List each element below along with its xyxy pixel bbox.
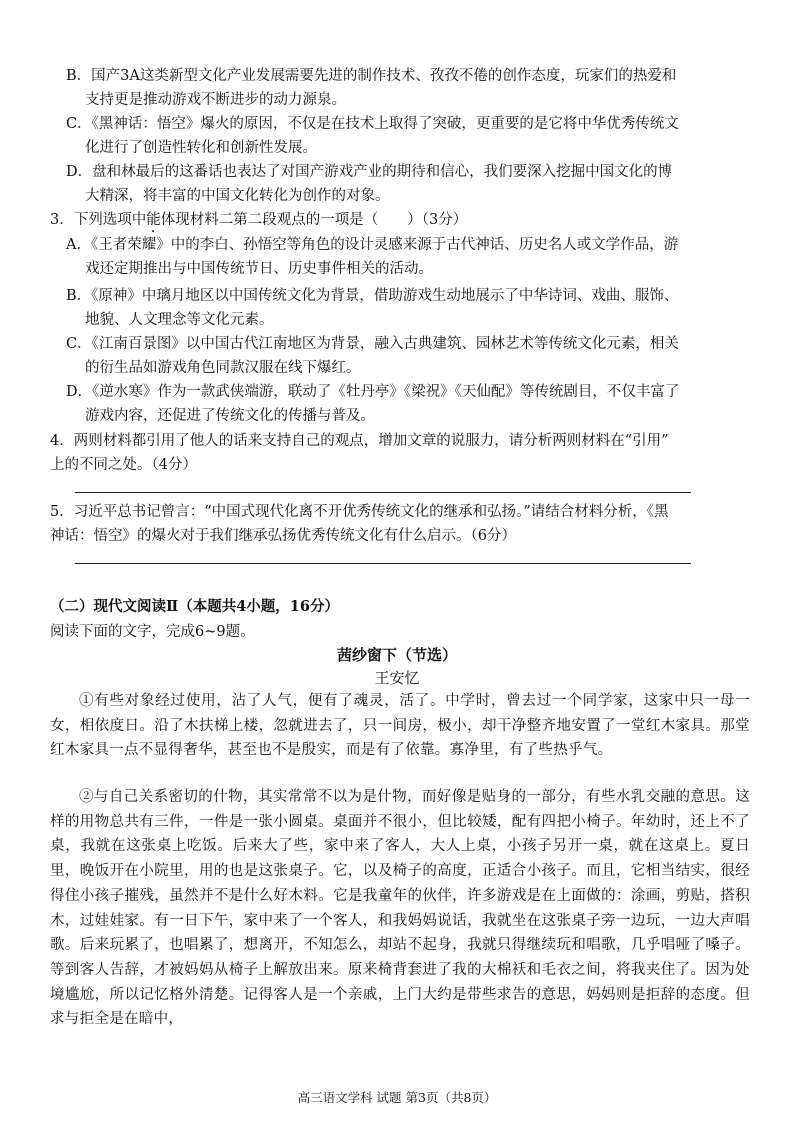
option-line: C．《黑神话：悟空》爆火的原因，不仅是在技术上取得了突破，更重要的是它将中华优秀传统文 (66, 116, 679, 132)
option-line: 游戏内容，还促进了传统文化的传播与普及。 (85, 408, 375, 424)
option-line: B．《原神》中璃月地区以中国传统文化为背景，借助游戏生动地展示了中华诗词、戏曲、服饰、 (66, 288, 679, 304)
passage-title: 茜纱窗下（节选） (336, 646, 457, 664)
q3-stem-a: 3．下列选项中 (50, 212, 147, 228)
option-line: B．国产3A这类新型文化产业发展需要先进的制作技术、孜孜不倦的创作态度，玩家们的热爱和 (66, 68, 677, 84)
page-footer: 高三语文学科 试题 第3页（共8页） (297, 1090, 497, 1105)
option-line: 支持更是推动游戏不断进步的动力源泉。 (85, 92, 346, 108)
q5-line: 神话：悟空》的爆火对于我们继承弘扬优秀传统文化有什么启示。（6分） (50, 528, 516, 544)
q4-line: 4．两则材料都引用了他人的话来支持自己的观点，增加文章的说服力，请分析两则材料在“引用” (50, 433, 669, 449)
passage-paragraph-1: ①有些对象经过使用，沾了人气，便有了魂灵，活了。中学时，曾去过一个同学家，这家中只一母一女，相依度日。沿了木扶梯上楼，忽就进去了，只一间房，极小，却干净整齐地安置了一堂红木家具。那堂红木家具一点不显得奢华，甚至也不是殷实，而是有了依靠。寡净里，有了些热乎气。 (50, 693, 750, 759)
option-line: C．《江南百景图》以中国古代江南地区为背景，融入古典建筑、园林艺术等传统文化元素，相关 (66, 336, 679, 352)
q5-line: 5．习近平总书记曾言：“中国式现代化离不开优秀传统文化的继承和弘扬。”请结合材料分析，《黑 (50, 504, 669, 520)
option-line: 的衍生品如游戏角色同款汉服在线下爆红。 (85, 360, 361, 376)
option-line: 地貌、人文理念等文化元素。 (85, 312, 274, 328)
q3-stem-emphasis: 能 (146, 212, 161, 228)
q3-stem-b: 体现材料二第二段观点的一项是（ ）（3分） (160, 212, 468, 228)
option-line: 大精深，将丰富的中国文化转化为创作的对象。 (85, 188, 390, 204)
section-heading: （二）现代文阅读Ⅱ（本题共4小题，16分） (50, 598, 339, 615)
answer-line (75, 563, 691, 564)
q4-line: 上的不同之处。（4分） (50, 457, 197, 473)
passage-paragraph-2: ②与自己关系密切的什物，其实常常不以为是什物，而好像是贴身的一部分，有些水乳交融的意思。这样的用物总共有三件，一件是一张小圆桌。桌面并不很小，但比较矮，配有四把小椅子。年幼时，还上不了桌，我就在这张桌上吃饭。后来大了些，家中来了客人，大人上桌，小孩子另开一桌，就在这桌上。夏日里，晚饭开在小院里，用的也是这张桌子。它，以及椅子的高度，正适合小孩子。而且，它相当结实，很经得住小孩子摧残，虽然并不是什么好木料。它是我童年的伙伴，许多游戏是在上面做的：涂画，剪贴，搭积木，过娃娃家。有一日下午，家中来了一个客人，和我妈妈说话，我就坐在这张桌子旁一边玩，一边大声唱歌。后来玩累了，也唱累了，想离开，不知怎么，却站不起身，我就只得继续玩和唱歌，几乎唱哑了嗓子。等到客人告辞，才被妈妈从椅子上解放出来。原来椅背套进了我的大棉袄和毛衣之间，将我夹住了。因为处境尴尬，所以记忆格外清楚。记得客人是一个亲戚，上门大约是带些求告的意思，妈妈则是拒辞的态度。但求与拒全是在暗中， (50, 789, 750, 1028)
option-line: 戏还定期推出与中国传统节日、历史事件相关的活动。 (85, 261, 433, 277)
answer-line (75, 492, 691, 493)
section-instruction: 阅读下面的文字，完成6~9题。 (50, 624, 255, 640)
option-line: D．盘和林最后的这番话也表达了对国产游戏产业的期待和信心，我们要深入挖掘中国文化的博 (66, 164, 673, 180)
option-line: 化进行了创造性转化和创新性发展。 (85, 140, 317, 156)
option-line: D．《逆水寒》作为一款武侠端游，联动了《牡丹亭》《梁祝》《天仙配》等传统剧目，不仅丰富了 (66, 384, 680, 400)
option-line: A．《王者荣耀》中的李白、孙悟空等角色的设计灵感来源于古代神话、历史名人或文学作品，游 (66, 237, 679, 253)
passage-author: 王安忆 (374, 669, 420, 687)
